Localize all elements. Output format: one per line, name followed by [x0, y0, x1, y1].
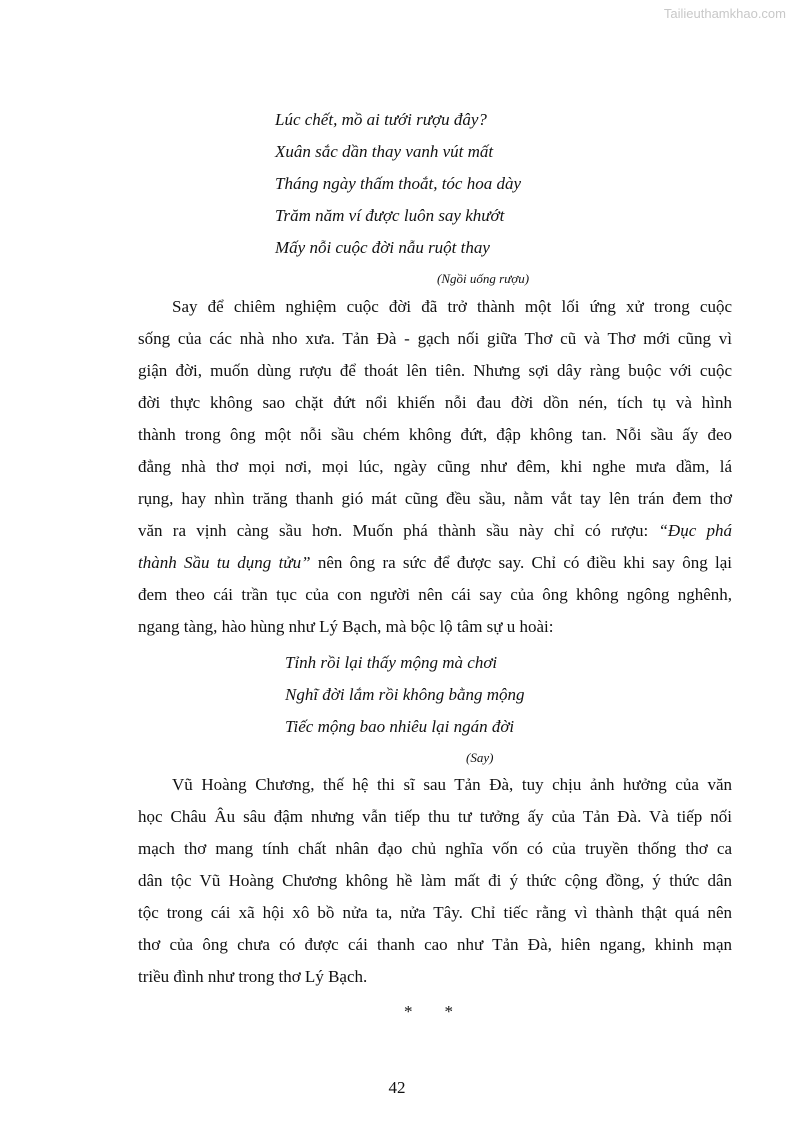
asterisk: *	[444, 1002, 453, 1021]
text-line: đời thực không sao chặt đứt nổi khiến nỗi đau đời dồn nén, tích tụ và hình	[138, 393, 732, 412]
paragraph-2	[138, 769, 732, 993]
watermark: Tailieuthamkhao.com	[663, 6, 786, 21]
text-line: rụng, hay nhìn trăng thanh gió mát cũng đều sầu, nằm vắt tay lên trán đem thơ	[138, 489, 732, 508]
verse-line: Trăm năm ví được luôn say khướt	[275, 206, 505, 225]
poem-1	[275, 104, 521, 264]
text-line: thơ của ông chưa có được cái thanh cao như Tản Đà, hiên ngang, khinh mạn	[138, 935, 732, 954]
verse-line: Tiếc mộng bao nhiêu lại ngán đời	[285, 717, 515, 736]
paragraph-1	[138, 291, 732, 643]
text-line: Vũ Hoàng Chương, thế hệ thi sĩ sau Tản Đà, tuy chịu ảnh hưởng của văn	[172, 775, 732, 794]
text-line: Say để chiêm nghiệm cuộc đời đã trở thành một lối ứng xử trong cuộc	[172, 297, 732, 316]
verse-line: Xuân sắc dần thay vanh vút mất	[275, 142, 494, 161]
quote: “Đục phá	[658, 521, 732, 540]
text-line	[138, 515, 732, 547]
verse-line: Lúc chết, mồ ai tưới rượu đây?	[275, 110, 487, 129]
verse-line: Tỉnh rồi lại thấy mộng mà chơi	[285, 653, 498, 672]
text-line: học Châu Âu sâu đậm nhưng vẫn tiếp thu tư tưởng ấy của Tản Đà. Và tiếp nối	[138, 807, 732, 826]
text-line: dân tộc Vũ Hoàng Chương không hề làm mất đi ý thức cộng đồng, ý thức dân	[138, 871, 732, 890]
verse-line: Mấy nỗi cuộc đời nẫu ruột thay	[275, 238, 490, 257]
quote: thành Sầu tu dụng tửu”	[138, 553, 311, 572]
text-segment: văn ra vịnh càng sầu hơn. Muốn phá thành sầu này chỉ có rượu:	[138, 521, 659, 540]
page-number: 42	[388, 1078, 406, 1097]
text-line: giận đời, muốn dùng rượu để thoát lên tiên. Nhưng sợi dây ràng buộc với cuộc	[138, 361, 732, 380]
poem-2	[285, 647, 525, 743]
text-line: ngang tàng, hào hùng như Lý Bạch, mà bộc lộ tâm sự u hoài:	[138, 617, 554, 636]
text-line: mạch thơ mang tính chất nhân đạo chủ nghĩa vốn có của truyền thống thơ ca	[138, 839, 732, 858]
text-line	[138, 547, 732, 579]
text-line: thành trong ông một nỗi sầu chém không đứt, đập không tan. Nỗi sầu ấy đeo	[138, 425, 732, 444]
section-separator	[404, 1002, 485, 1022]
verse-line: Tháng ngày thấm thoắt, tóc hoa dày	[275, 174, 522, 193]
text-line: tộc trong cái xã hội xô bồ nửa ta, nửa Tây. Chỉ tiếc rằng vì thành thật quá nên	[138, 903, 732, 922]
poem-1-source: (Ngồi uống rượu)	[437, 271, 530, 286]
verse-line: Nghĩ đời lắm rồi không bằng mộng	[285, 685, 525, 704]
text-line: đẳng nhà thơ mọi nơi, mọi lúc, ngày cũng như đêm, khi nghe mưa dầm, lá	[138, 457, 732, 476]
text-line: triều đình như trong thơ Lý Bạch.	[138, 967, 368, 986]
text-line: sống của các nhà nho xưa. Tản Đà - gạch nối giữa Thơ cũ và Thơ mới cũng vì	[138, 329, 732, 348]
text-line: đem theo cái trần tục của con người nên cái say của ông không ngông nghênh,	[138, 585, 732, 604]
poem-2-source: (Say)	[466, 750, 494, 765]
asterisk: *	[404, 1002, 413, 1021]
text-segment: nên ông ra sức để được say. Chỉ có điều khi say ông lại	[310, 553, 733, 572]
